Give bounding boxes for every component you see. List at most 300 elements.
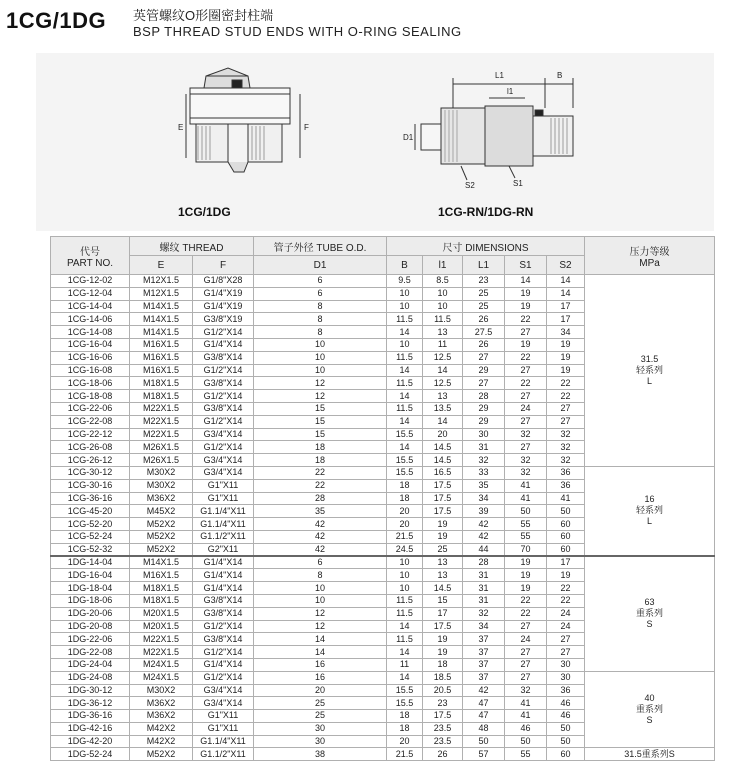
- cell-dim-s2: 50: [547, 735, 585, 748]
- cell-dim-l1: 30: [463, 428, 505, 441]
- cell-dim-s1: 14: [505, 275, 547, 288]
- cell-part-no: 1DG-22-08: [51, 646, 130, 659]
- cell-dim-l1-small: 23: [423, 697, 463, 710]
- cell-dim-b: 14: [387, 441, 423, 454]
- cell-dim-b: 24.5: [387, 543, 423, 556]
- cell-dim-l1: 47: [463, 697, 505, 710]
- cell-dim-s1: 27: [505, 441, 547, 454]
- cell-thread-f: G1/2"X14: [193, 646, 254, 659]
- cell-tube-od: 18: [254, 454, 387, 467]
- cell-dim-b: 11.5: [387, 313, 423, 326]
- cell-dim-b: 15.5: [387, 428, 423, 441]
- cell-thread-e: M30X2: [130, 479, 193, 492]
- cell-dim-b: 15.5: [387, 466, 423, 479]
- cell-tube-od: 18: [254, 441, 387, 454]
- cell-dim-l1-small: 17: [423, 607, 463, 620]
- cell-tube-od: 42: [254, 518, 387, 531]
- cell-dim-l1: 26: [463, 338, 505, 351]
- cell-dim-s1: 50: [505, 735, 547, 748]
- cell-thread-f: G1"X11: [193, 492, 254, 505]
- cell-pressure-rating: [585, 556, 715, 671]
- cell-dim-b: 15.5: [387, 697, 423, 710]
- cell-dim-s2: 32: [547, 454, 585, 467]
- cell-pressure-rating: [585, 466, 715, 556]
- cell-dim-s2: 17: [547, 556, 585, 569]
- header-d1: D1: [254, 256, 387, 275]
- cell-dim-s2: 19: [547, 569, 585, 582]
- cell-dim-s2: 36: [547, 466, 585, 479]
- cell-thread-f: G1/4"X14: [193, 658, 254, 671]
- header-s1: S1: [505, 256, 547, 275]
- cell-tube-od: 8: [254, 300, 387, 313]
- cell-dim-l1-small: 17.5: [423, 505, 463, 518]
- cell-thread-f: G3/8"X14: [193, 351, 254, 364]
- cell-dim-l1: 44: [463, 543, 505, 556]
- cell-tube-od: 42: [254, 543, 387, 556]
- cell-dim-s1: 50: [505, 505, 547, 518]
- cell-thread-e: M42X2: [130, 735, 193, 748]
- cell-dim-l1-small: 8.5: [423, 275, 463, 288]
- pressure-line: 40: [644, 693, 655, 704]
- table-row: [51, 275, 715, 288]
- cell-thread-f: G1.1/4"X11: [193, 505, 254, 518]
- cell-dim-s1: 22: [505, 594, 547, 607]
- cell-part-no: 1DG-16-04: [51, 569, 130, 582]
- cell-thread-e: M24X1.5: [130, 658, 193, 671]
- cell-part-no: 1DG-20-06: [51, 607, 130, 620]
- cell-dim-s2: 19: [547, 351, 585, 364]
- cell-thread-f: G1/4"X14: [193, 582, 254, 595]
- cell-dim-s2: 22: [547, 582, 585, 595]
- cell-dim-s1: 41: [505, 697, 547, 710]
- cell-dim-l1: 35: [463, 479, 505, 492]
- cell-dim-b: 21.5: [387, 748, 423, 761]
- cell-dim-l1-small: 11: [423, 338, 463, 351]
- cell-dim-b: 21.5: [387, 530, 423, 543]
- cell-dim-s1: 19: [505, 556, 547, 569]
- pressure-line: 重系列: [636, 704, 664, 715]
- cell-tube-od: 35: [254, 505, 387, 518]
- dim-label-s2: S2: [465, 181, 475, 190]
- cell-thread-f: G3/8"X14: [193, 633, 254, 646]
- header-part-no: 代号 PART NO.: [51, 237, 130, 275]
- cell-thread-f: G1/8"X28: [193, 275, 254, 288]
- cell-dim-s1: 19: [505, 569, 547, 582]
- cell-dim-l1: 57: [463, 748, 505, 761]
- cell-dim-s1: 46: [505, 722, 547, 735]
- cell-dim-b: 11.5: [387, 594, 423, 607]
- cell-dim-l1: 29: [463, 415, 505, 428]
- cell-thread-e: M12X1.5: [130, 287, 193, 300]
- cell-dim-s2: 46: [547, 697, 585, 710]
- cell-thread-e: M42X2: [130, 722, 193, 735]
- cell-dim-l1-small: 12.5: [423, 351, 463, 364]
- header-l1: L1: [463, 256, 505, 275]
- cell-thread-e: M52X2: [130, 518, 193, 531]
- cell-dim-b: 18: [387, 710, 423, 723]
- cell-pressure-rating: [585, 748, 715, 761]
- cell-dim-s2: 60: [547, 543, 585, 556]
- cell-dim-l1: 34: [463, 620, 505, 633]
- cell-dim-s1: 27: [505, 364, 547, 377]
- cell-dim-l1-small: 18: [423, 658, 463, 671]
- cell-dim-s1: 19: [505, 582, 547, 595]
- cell-dim-s2: 46: [547, 710, 585, 723]
- dim-label-s1: S1: [513, 179, 523, 188]
- cell-dim-s2: 24: [547, 620, 585, 633]
- cell-dim-l1-small: 14: [423, 364, 463, 377]
- cell-dim-b: 14: [387, 646, 423, 659]
- cell-dim-s1: 41: [505, 492, 547, 505]
- cell-dim-l1: 28: [463, 556, 505, 569]
- cell-dim-l1-small: 19: [423, 530, 463, 543]
- cell-dim-b: 11: [387, 658, 423, 671]
- cell-dim-l1-small: 19: [423, 633, 463, 646]
- cell-thread-e: M22X1.5: [130, 428, 193, 441]
- cell-dim-l1: 42: [463, 684, 505, 697]
- cell-part-no: 1DG-24-04: [51, 658, 130, 671]
- cell-thread-e: M18X1.5: [130, 594, 193, 607]
- cell-dim-l1-small: 17.5: [423, 492, 463, 505]
- cell-part-no: 1CG-18-06: [51, 377, 130, 390]
- cell-dim-b: 11.5: [387, 402, 423, 415]
- cell-thread-e: M30X2: [130, 684, 193, 697]
- cell-dim-l1-small: 17.5: [423, 710, 463, 723]
- cell-thread-f: G1/2"X14: [193, 364, 254, 377]
- cell-dim-s2: 50: [547, 505, 585, 518]
- cell-part-no: 1DG-14-04: [51, 556, 130, 569]
- cell-dim-l1: 48: [463, 722, 505, 735]
- cell-dim-s1: 27: [505, 415, 547, 428]
- cell-dim-b: 10: [387, 556, 423, 569]
- cell-dim-l1: 34: [463, 492, 505, 505]
- cell-dim-b: 14: [387, 390, 423, 403]
- cell-thread-e: M26X1.5: [130, 441, 193, 454]
- cell-thread-e: M52X2: [130, 530, 193, 543]
- cell-tube-od: 25: [254, 710, 387, 723]
- cell-dim-s2: 19: [547, 338, 585, 351]
- cell-pressure-rating: [585, 671, 715, 748]
- cell-tube-od: 42: [254, 530, 387, 543]
- cell-thread-f: G3/8"X14: [193, 594, 254, 607]
- cell-dim-l1-small: 16.5: [423, 466, 463, 479]
- cell-thread-f: G3/4"X14: [193, 684, 254, 697]
- cell-thread-f: G3/4"X14: [193, 466, 254, 479]
- cell-tube-od: 12: [254, 620, 387, 633]
- caption-1cg: 1CG/1DG: [178, 205, 231, 219]
- cell-dim-l1-small: 17.5: [423, 479, 463, 492]
- cell-thread-f: G1.1/2"X11: [193, 748, 254, 761]
- cell-part-no: 1DG-24-08: [51, 671, 130, 684]
- cell-thread-e: M16X1.5: [130, 569, 193, 582]
- pressure-line: 16: [644, 494, 655, 505]
- cell-tube-od: 14: [254, 633, 387, 646]
- dim-label-l1-upper: L1: [495, 71, 504, 80]
- cell-thread-e: M16X1.5: [130, 364, 193, 377]
- cell-dim-s1: 70: [505, 543, 547, 556]
- cell-part-no: 1CG-22-06: [51, 402, 130, 415]
- cell-dim-s2: 34: [547, 326, 585, 339]
- cell-tube-od: 12: [254, 377, 387, 390]
- cell-dim-s1: 19: [505, 287, 547, 300]
- cell-tube-od: 22: [254, 466, 387, 479]
- header-thread: 螺纹 THREAD: [130, 237, 254, 256]
- cell-thread-e: M20X1.5: [130, 620, 193, 633]
- cell-thread-f: G1/2"X14: [193, 441, 254, 454]
- cell-dim-b: 10: [387, 582, 423, 595]
- cell-pressure-rating: [585, 275, 715, 467]
- cell-thread-f: G1"X11: [193, 710, 254, 723]
- specification-table-body: [51, 275, 715, 761]
- pressure-line: 63: [644, 597, 655, 608]
- cell-dim-l1: 31: [463, 594, 505, 607]
- cell-tube-od: 10: [254, 351, 387, 364]
- cell-thread-f: G3/4"X14: [193, 454, 254, 467]
- cell-part-no: 1DG-36-12: [51, 697, 130, 710]
- cell-tube-od: 25: [254, 697, 387, 710]
- cell-dim-s1: 19: [505, 338, 547, 351]
- cell-tube-od: 12: [254, 607, 387, 620]
- cell-dim-b: 20: [387, 735, 423, 748]
- cell-part-no: 1CG-14-08: [51, 326, 130, 339]
- header-tube-od: 管子外径 TUBE O.D.: [254, 237, 387, 256]
- cell-dim-s1: 55: [505, 518, 547, 531]
- cell-part-no: 1CG-30-16: [51, 479, 130, 492]
- cell-dim-l1: 39: [463, 505, 505, 518]
- cell-thread-f: G1/2"X14: [193, 390, 254, 403]
- cell-dim-l1-small: 10: [423, 287, 463, 300]
- cell-dim-b: 14: [387, 326, 423, 339]
- cell-dim-l1: 37: [463, 633, 505, 646]
- pressure-line: S: [646, 715, 653, 726]
- cell-dim-l1: 32: [463, 454, 505, 467]
- cell-dim-b: 14: [387, 364, 423, 377]
- cell-dim-s2: 30: [547, 671, 585, 684]
- cell-thread-f: G3/8"X14: [193, 607, 254, 620]
- cell-dim-l1: 33: [463, 466, 505, 479]
- cell-dim-l1-small: 12.5: [423, 377, 463, 390]
- cell-dim-s2: 24: [547, 607, 585, 620]
- cell-part-no: 1CG-45-20: [51, 505, 130, 518]
- cell-thread-f: G1/2"X14: [193, 415, 254, 428]
- cell-dim-l1: 37: [463, 671, 505, 684]
- cell-dim-b: 10: [387, 338, 423, 351]
- cell-tube-od: 15: [254, 428, 387, 441]
- cell-dim-l1-small: 20.5: [423, 684, 463, 697]
- cell-thread-f: G1/4"X19: [193, 300, 254, 313]
- cell-tube-od: 30: [254, 722, 387, 735]
- cell-dim-s2: 36: [547, 479, 585, 492]
- cell-thread-f: G1"X11: [193, 479, 254, 492]
- cell-thread-e: M24X1.5: [130, 671, 193, 684]
- cell-dim-s1: 27: [505, 620, 547, 633]
- cell-dim-s1: 55: [505, 530, 547, 543]
- cell-thread-f: G1/2"X14: [193, 671, 254, 684]
- cell-part-no: 1DG-42-16: [51, 722, 130, 735]
- cell-dim-b: 11.5: [387, 633, 423, 646]
- cell-dim-l1: 31: [463, 569, 505, 582]
- cell-thread-f: G3/4"X14: [193, 428, 254, 441]
- cell-part-no: 1CG-26-12: [51, 454, 130, 467]
- cell-dim-b: 20: [387, 505, 423, 518]
- cell-thread-e: M14X1.5: [130, 313, 193, 326]
- header-e: E: [130, 256, 193, 275]
- cell-tube-od: 38: [254, 748, 387, 761]
- fitting-drawing-1cg: [136, 58, 336, 198]
- cell-dim-b: 10: [387, 287, 423, 300]
- cell-tube-od: 10: [254, 364, 387, 377]
- cell-thread-f: G3/4"X14: [193, 697, 254, 710]
- cell-dim-s1: 27: [505, 326, 547, 339]
- cell-thread-f: G1.1/4"X11: [193, 735, 254, 748]
- cell-dim-l1: 27.5: [463, 326, 505, 339]
- cell-dim-l1: 50: [463, 735, 505, 748]
- pressure-line: L: [647, 375, 653, 386]
- cell-dim-s2: 32: [547, 441, 585, 454]
- cell-part-no: 1CG-36-16: [51, 492, 130, 505]
- cell-dim-s2: 30: [547, 658, 585, 671]
- header-dimensions: 尺寸 DIMENSIONS: [387, 237, 585, 256]
- cell-tube-od: 8: [254, 326, 387, 339]
- cell-dim-l1: 23: [463, 275, 505, 288]
- cell-dim-s2: 50: [547, 722, 585, 735]
- cell-thread-f: G3/8"X14: [193, 377, 254, 390]
- cell-thread-e: M18X1.5: [130, 390, 193, 403]
- cell-dim-l1-small: 15: [423, 594, 463, 607]
- cell-part-no: 1CG-30-12: [51, 466, 130, 479]
- cell-dim-s2: 27: [547, 646, 585, 659]
- cell-dim-l1-small: 14.5: [423, 582, 463, 595]
- cell-dim-l1: 25: [463, 287, 505, 300]
- cell-dim-s2: 32: [547, 428, 585, 441]
- cell-part-no: 1CG-14-04: [51, 300, 130, 313]
- cell-tube-od: 8: [254, 313, 387, 326]
- cell-dim-l1: 27: [463, 351, 505, 364]
- cell-thread-f: G1/4"X14: [193, 556, 254, 569]
- cell-part-no: 1DG-20-08: [51, 620, 130, 633]
- header-pressure: 压力等级 MPa: [585, 237, 715, 275]
- cell-dim-l1-small: 23.5: [423, 735, 463, 748]
- cell-thread-e: M45X2: [130, 505, 193, 518]
- cell-tube-od: 10: [254, 338, 387, 351]
- cell-thread-e: M26X1.5: [130, 454, 193, 467]
- cell-thread-e: M22X1.5: [130, 415, 193, 428]
- cell-part-no: 1CG-26-08: [51, 441, 130, 454]
- cell-dim-l1: 42: [463, 530, 505, 543]
- cell-dim-l1-small: 13.5: [423, 402, 463, 415]
- cell-dim-b: 10: [387, 300, 423, 313]
- cell-tube-od: 16: [254, 671, 387, 684]
- cell-dim-l1-small: 26: [423, 748, 463, 761]
- cell-tube-od: 15: [254, 402, 387, 415]
- cell-dim-l1-small: 20: [423, 428, 463, 441]
- cell-tube-od: 20: [254, 684, 387, 697]
- cell-dim-l1-small: 23.5: [423, 722, 463, 735]
- dim-label-f: F: [304, 123, 309, 132]
- cell-part-no: 1CG-12-02: [51, 275, 130, 288]
- cell-thread-e: M14X1.5: [130, 326, 193, 339]
- cell-part-no: 1CG-22-08: [51, 415, 130, 428]
- cell-dim-s1: 22: [505, 351, 547, 364]
- header-b: B: [387, 256, 423, 275]
- cell-part-no: 1DG-18-04: [51, 582, 130, 595]
- cell-dim-s2: 22: [547, 594, 585, 607]
- cell-dim-s2: 22: [547, 390, 585, 403]
- cell-thread-e: M22X1.5: [130, 633, 193, 646]
- cell-thread-e: M14X1.5: [130, 556, 193, 569]
- cell-dim-l1: 31: [463, 441, 505, 454]
- cell-tube-od: 8: [254, 569, 387, 582]
- cell-part-no: 1DG-18-06: [51, 594, 130, 607]
- cell-dim-b: 14: [387, 620, 423, 633]
- cell-thread-f: G3/8"X19: [193, 313, 254, 326]
- cell-dim-l1: 27: [463, 377, 505, 390]
- cell-dim-l1-small: 19: [423, 518, 463, 531]
- table-row: [51, 671, 715, 684]
- cell-thread-f: G1"X11: [193, 722, 254, 735]
- specification-table: [50, 236, 715, 761]
- cell-dim-s2: 60: [547, 518, 585, 531]
- cell-dim-s1: 24: [505, 633, 547, 646]
- pressure-line: 31.5重系列S: [624, 748, 675, 759]
- dim-label-d1: D1: [403, 133, 414, 142]
- cell-dim-b: 10: [387, 569, 423, 582]
- cell-dim-b: 11.5: [387, 607, 423, 620]
- cell-part-no: 1DG-36-16: [51, 710, 130, 723]
- cell-dim-l1: 29: [463, 402, 505, 415]
- product-title-english: BSP THREAD STUD ENDS WITH O-RING SEALING: [133, 24, 462, 39]
- cell-tube-od: 6: [254, 275, 387, 288]
- pressure-line: S: [646, 619, 653, 630]
- cell-dim-s2: 17: [547, 313, 585, 326]
- cell-dim-s2: 27: [547, 402, 585, 415]
- cell-dim-l1: 37: [463, 658, 505, 671]
- cell-dim-l1: 47: [463, 710, 505, 723]
- cell-part-no: 1CG-16-08: [51, 364, 130, 377]
- cell-thread-f: G1.1/4"X11: [193, 518, 254, 531]
- cell-dim-s1: 32: [505, 684, 547, 697]
- cell-thread-e: M18X1.5: [130, 377, 193, 390]
- cell-dim-s1: 41: [505, 710, 547, 723]
- cell-part-no: 1DG-30-12: [51, 684, 130, 697]
- cell-dim-l1-small: 14: [423, 415, 463, 428]
- cell-dim-s2: 60: [547, 530, 585, 543]
- cell-thread-f: G1/4"X19: [193, 287, 254, 300]
- cell-thread-f: G2"X11: [193, 543, 254, 556]
- cell-part-no: 1CG-12-04: [51, 287, 130, 300]
- cell-dim-l1-small: 25: [423, 543, 463, 556]
- cell-dim-s1: 22: [505, 313, 547, 326]
- table-row: [51, 466, 715, 479]
- cell-thread-e: M22X1.5: [130, 402, 193, 415]
- cell-thread-e: M16X1.5: [130, 351, 193, 364]
- cell-dim-s2: 60: [547, 748, 585, 761]
- header-l1-small: l1: [423, 256, 463, 275]
- cell-dim-s2: 27: [547, 415, 585, 428]
- cell-dim-l1-small: 11.5: [423, 313, 463, 326]
- cell-dim-l1: 25: [463, 300, 505, 313]
- cell-dim-s1: 24: [505, 402, 547, 415]
- cell-dim-b: 14: [387, 415, 423, 428]
- cell-thread-e: M12X1.5: [130, 275, 193, 288]
- cell-part-no: 1CG-52-20: [51, 518, 130, 531]
- cell-thread-e: M20X1.5: [130, 607, 193, 620]
- pressure-line: 轻系列: [636, 505, 664, 516]
- cell-tube-od: 30: [254, 735, 387, 748]
- cell-dim-s1: 27: [505, 671, 547, 684]
- cell-dim-s1: 32: [505, 454, 547, 467]
- cell-thread-e: M22X1.5: [130, 646, 193, 659]
